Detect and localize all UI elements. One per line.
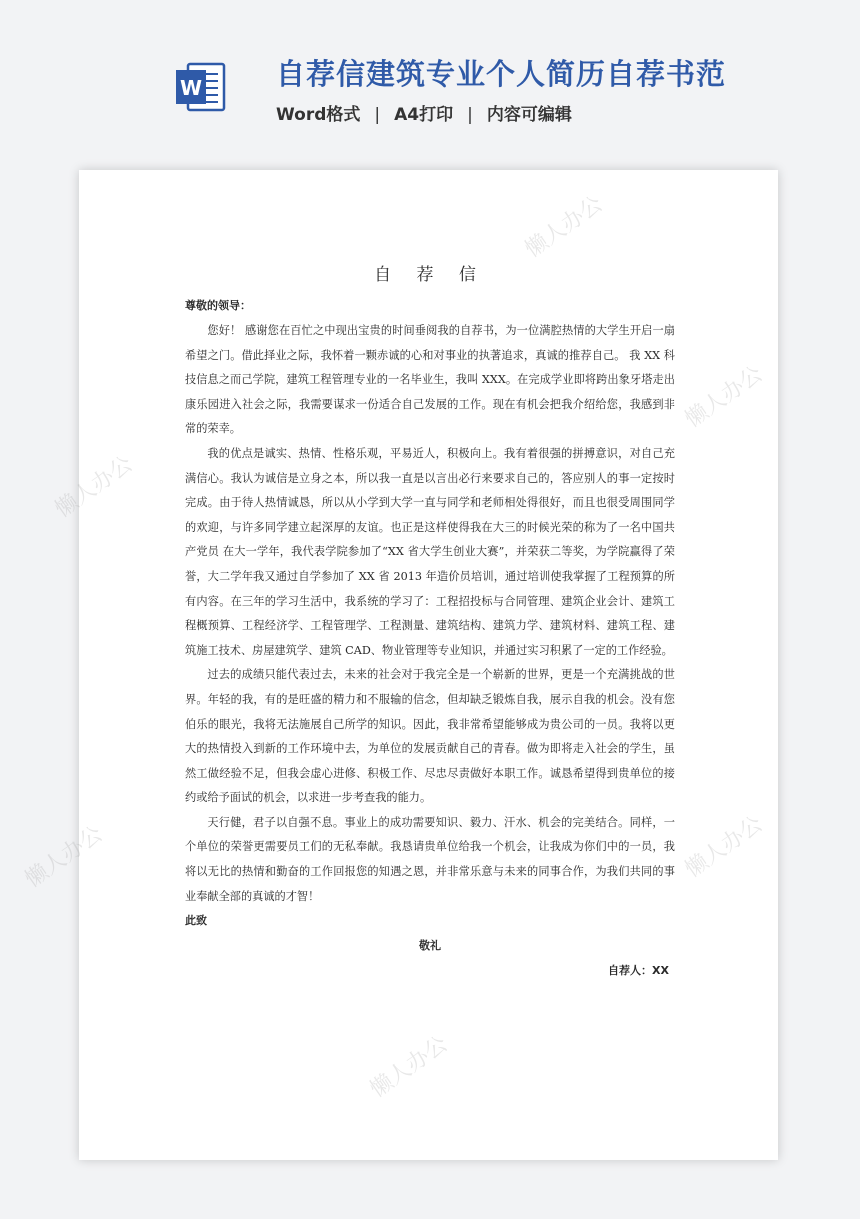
page-title: 自荐信建筑专业个人简历自荐书范 xyxy=(276,57,727,91)
svg-text:W: W xyxy=(179,76,203,100)
watermark: 懒人办公 xyxy=(50,451,138,523)
tag-editable: 内容可编辑 xyxy=(486,105,572,125)
document-page xyxy=(20,170,778,1160)
signature: 自荐人：XX xyxy=(608,964,669,978)
letter-body xyxy=(185,260,675,983)
paragraph: 过去的成绩只能代表过去，未来的社会对于我完全是一个崭新的世界，更是一个充满挑战的世界。年轻的我，有的是旺盛的精力和不服输的信念，但却缺乏锻炼自我，展示自我的机会。没有您伯乐的眼光，我将无法施展自己所学的知识。因此，我非常希望能够成为贵公司的一员。我将以更大的热情投入到新的工作环境中去，为单位的发展贡献自己的青春。做为即将走入社会的学生，虽然工做经验不足，但我会虚心进修、积极工作、尽忠尽责做好本职工作。诚恳希望得到贵单位的接约或给予面试的机会，以求进一步考查我的能力。 xyxy=(185,668,675,805)
format-tags xyxy=(276,100,572,125)
paragraph: 您好！ 感谢您在百忙之中现出宝贵的时间垂阅我的自荐书，为一位满腔热情的大学生开启一扇希望之门。借此择业之际，我怀着一颗赤诚的心和对事业的执著追求，真诚的推荐自己。 我 XX 科技信息之而己学院，建筑工程管理专业的一名毕业生，我叫 XXX。在完成学业即将跨出象牙塔走出康乐园进入社会之际，我需要谋求一份适合自己发展的工作。现在有机会把我介绍给您，我感到非常的荣幸。 xyxy=(185,324,675,436)
paragraph: 我的优点是诚实、热情、性格乐观，平易近人，积极向上。我有着很强的拼搏意识，对自己充满信心。我认为诚信是立身之本，所以我一直是以言出必行来要求自己的，答应别人的事一定按时完成。由于待人热情诚恳，所以从小学到大学一直与同学和老师相处得很好，而且也很受周围同学的欢迎，与许多同学建立起深厚的友谊。也正是这样使得我在大三的时候光荣的称为了一名中国共产党员 在大一学年，我代表学院参加了“XX 省大学生创业大赛”，并荣获二等奖，为学院赢得了荣誉，大二学年我又通过自学参加了 XX 省 2013 年造价员培训，通过培训使我掌握了工程预算的所有内容。在三年的学习生活中，我系统的学习了：工程招投标与合同管理、建筑企业会计、建筑工程概预算、工程经济学、工程管理学、工程测量、建筑结构、建筑力学、建筑材料、建筑工程、建筑施工技术、房屋建筑学、建筑 CAD、物业管理等专业知识，并通过实习积累了一定的工作经验。 xyxy=(185,446,675,657)
page-header xyxy=(0,0,860,160)
paragraph: 天行健，君子以自强不息。事业上的成功需要知识、毅力、汗水、机会的完美结合。同样，一个单位的荣誉更需要员工们的无私奉献。我恳请贵单位给我一个机会，让我成为你们中的一员，我将以无比的热情和勤奋的工作回报您的知遇之恩，并非常乐意与未来的同事合作，为我们共同的事业奉献全部的真诚的才智！ xyxy=(185,815,675,903)
watermark: 懒人办公 xyxy=(365,1031,453,1103)
regards: 敬礼 xyxy=(419,939,441,953)
watermark: 懒人办公 xyxy=(20,821,108,893)
watermark: 懒人办公 xyxy=(520,191,608,263)
word-document-icon xyxy=(174,58,230,114)
tag-separator: | xyxy=(467,105,473,125)
watermark: 懒人办公 xyxy=(680,811,768,883)
tag-word-format: Word格式 xyxy=(276,105,361,125)
letter-title: 自 荐 信 xyxy=(374,265,486,285)
watermark: 懒人办公 xyxy=(680,361,768,433)
tag-separator: | xyxy=(374,105,381,125)
tag-a4-print: A4打印 xyxy=(394,105,454,125)
closing: 此致 xyxy=(185,914,207,928)
salutation: 尊敬的领导： xyxy=(185,299,251,312)
